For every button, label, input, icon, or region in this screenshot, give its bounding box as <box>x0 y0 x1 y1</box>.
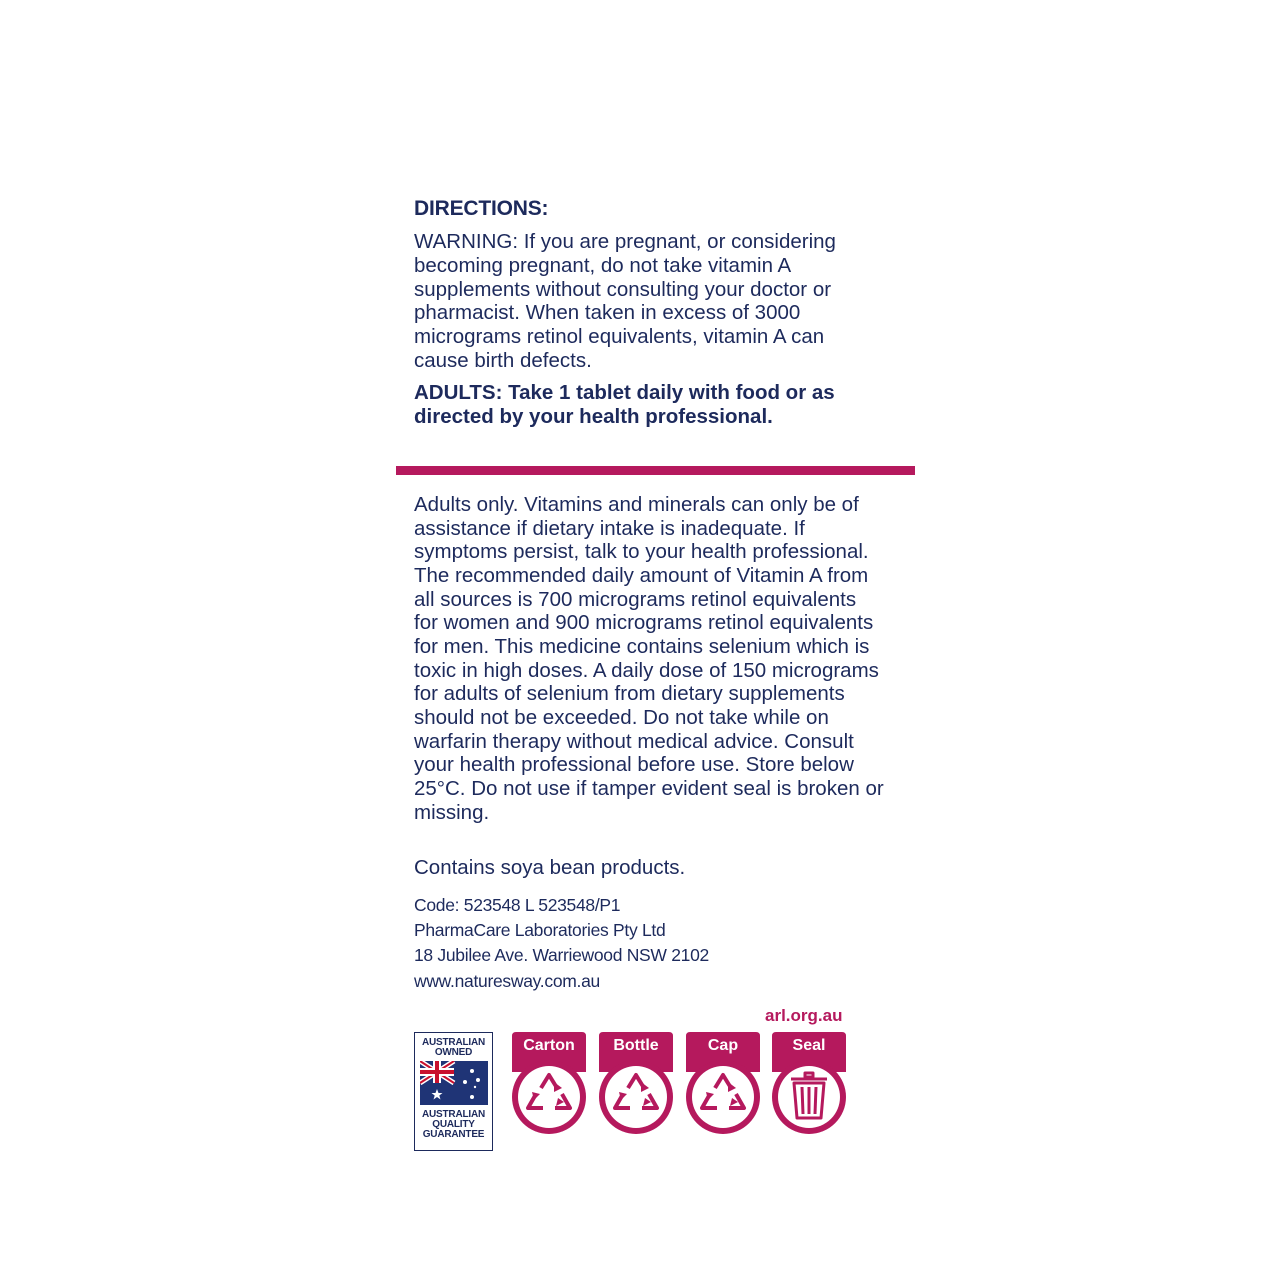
warnings-body-text: Adults only. Vitamins and minerals can only be of assistance if dietary intake is inadequate. If symptoms persist, talk to your health professional. The recommended daily amount of Vitamin A from all sources is 700 micrograms retinol equivalents for women and 900 micrograms retinol equivalents for men. This medicine contains selenium which is toxic in high doses. A daily dose of 150 micrograms for adults of selenium from dietary supplements should not be exceeded. Do not take while on warfarin therapy without medical advice. Consult your health professional before use. Store below 25°C. Do not use if tamper evident seal is broken or missing. <box>414 493 884 824</box>
allergen-statement: Contains soya bean products. <box>414 856 686 879</box>
section-divider <box>396 466 915 475</box>
aqg-top-text: AUSTRALIAN OWNED <box>422 1037 485 1058</box>
company-website[interactable]: www.naturesway.com.au <box>414 970 600 991</box>
pregnancy-warning-text: WARNING: If you are pregnant, or considering becoming pregnant, do not take vitamin A supplements without consulting your doctor or pharmacist. When taken in excess of 3000 micrograms retinol equivalents, vitamin A can cause birth defects. <box>414 230 836 372</box>
australian-quality-guarantee-logo <box>414 1032 493 1151</box>
recycle-badge-carton <box>510 1032 588 1138</box>
recycle-badge-cap <box>684 1032 762 1138</box>
badge-label: Cap <box>707 1037 739 1054</box>
recycle-badge-bottle <box>597 1032 675 1138</box>
dispose-badge-seal <box>770 1032 848 1138</box>
company-address: 18 Jubilee Ave. Warriewood NSW 2102 <box>414 945 709 966</box>
directions-heading: DIRECTIONS: <box>414 197 549 220</box>
badge-label: Seal <box>792 1037 826 1054</box>
arl-website-link[interactable]: arl.org.au <box>765 1006 843 1025</box>
badge-label: Bottle <box>613 1037 659 1054</box>
manufacturer-info <box>414 893 709 994</box>
badge-label: Carton <box>523 1037 575 1054</box>
australian-flag-icon <box>420 1061 488 1105</box>
adult-dosage-text: ADULTS: Take 1 tablet daily with food or as directed by your health professional. <box>414 381 835 428</box>
aqg-bottom-text: AUSTRALIAN QUALITY GUARANTEE <box>422 1109 485 1140</box>
company-name: PharmaCare Laboratories Pty Ltd <box>414 920 666 941</box>
product-code: Code: 523548 L 523548/P1 <box>414 895 621 915</box>
